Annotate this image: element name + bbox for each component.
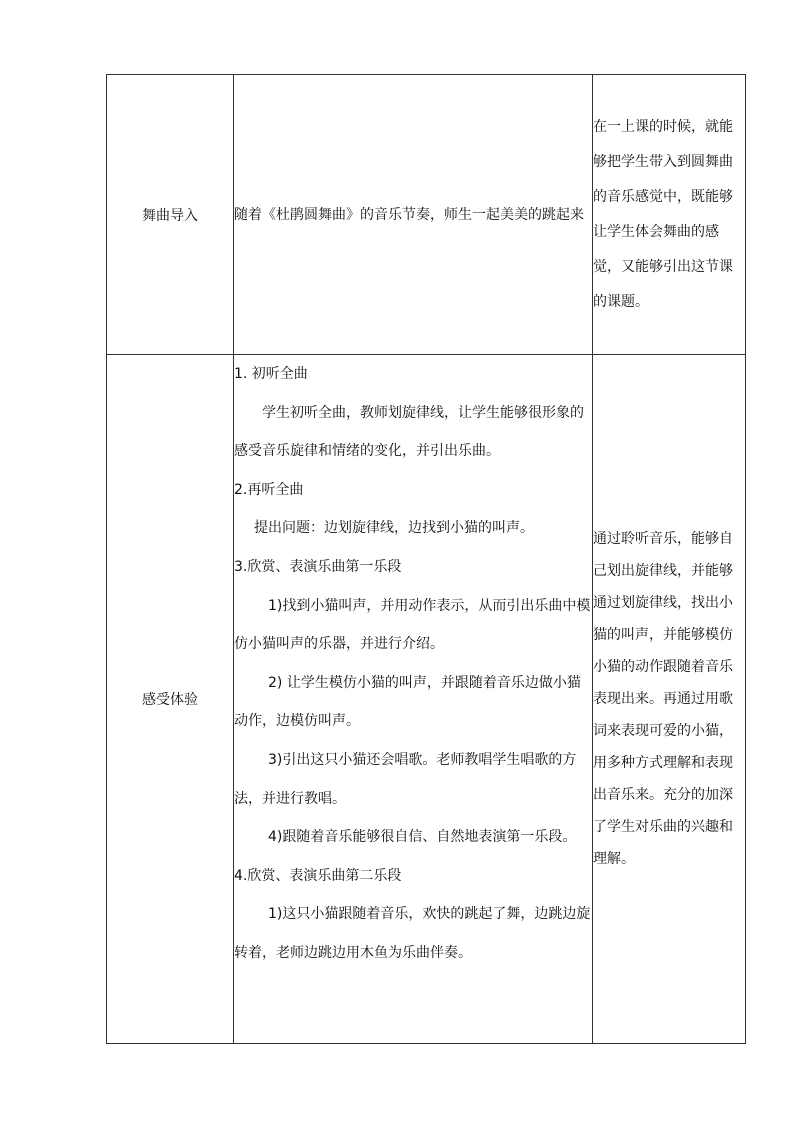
content-line: 学生初听全曲，教师划旋律线，让学生能够很形象的感受音乐旋律和情绪的变化，并引出乐曲。 <box>234 404 584 460</box>
content-line: 1)找到小猫叫声，并用动作表示，从而引出乐曲中模仿小猫叫声的乐器，并进行介绍。 <box>234 597 591 653</box>
table-row <box>107 355 746 1044</box>
content-line: 4.欣赏、表演乐曲第二乐段 <box>234 867 402 884</box>
content-line: 3.欣赏、表演乐曲第一乐段 <box>234 558 402 575</box>
content-line: 4)跟随着音乐能够很自信、自然地表演第一乐段。 <box>268 829 577 846</box>
lesson-plan-table <box>106 74 746 1044</box>
stage-cell: 感受体验 <box>107 355 234 1044</box>
stage-cell: 舞曲导入 <box>107 75 234 355</box>
table-row <box>107 75 746 355</box>
content-line: 2) 让学生模仿小猫的叫声，并跟随着音乐边做小猫动作，边模仿叫声。 <box>234 674 581 730</box>
content-line: 提出问题：边划旋律线，边找到小猫的叫声。 <box>254 520 534 537</box>
content-line: 1. 初听全曲 <box>234 366 308 382</box>
content-cell: 随着《杜鹃圆舞曲》的音乐节奏，师生一起美美的跳起来 <box>234 75 593 355</box>
content-cell <box>234 355 593 1044</box>
content-line: 3)引出这只小猫还会唱歌。老师教唱学生唱歌的方法，并进行教唱。 <box>234 751 577 807</box>
content-line: 1)这只小猫跟随着音乐，欢快的跳起了舞，边跳边旋转着，老师边跳边用木鱼为乐曲伴奏。 <box>234 906 591 961</box>
content-line: 2.再听全曲 <box>234 481 304 498</box>
design-cell: 在一上课的时候，就能够把学生带入到圆舞曲的音乐感觉中，既能够让学生体会舞曲的感觉，又能够引出这节课的课题。 <box>593 75 746 355</box>
design-cell: 通过聆听音乐，能够自己划出旋律线，并能够通过划旋律线，找出小猫的叫声，并能够模仿小猫的动作跟随着音乐表现出来。再通过用歌词来表现可爱的小猫，用多种方式理解和表现出音乐来。充分的加深了学生对乐曲的兴趣和理解。 <box>593 355 746 1044</box>
